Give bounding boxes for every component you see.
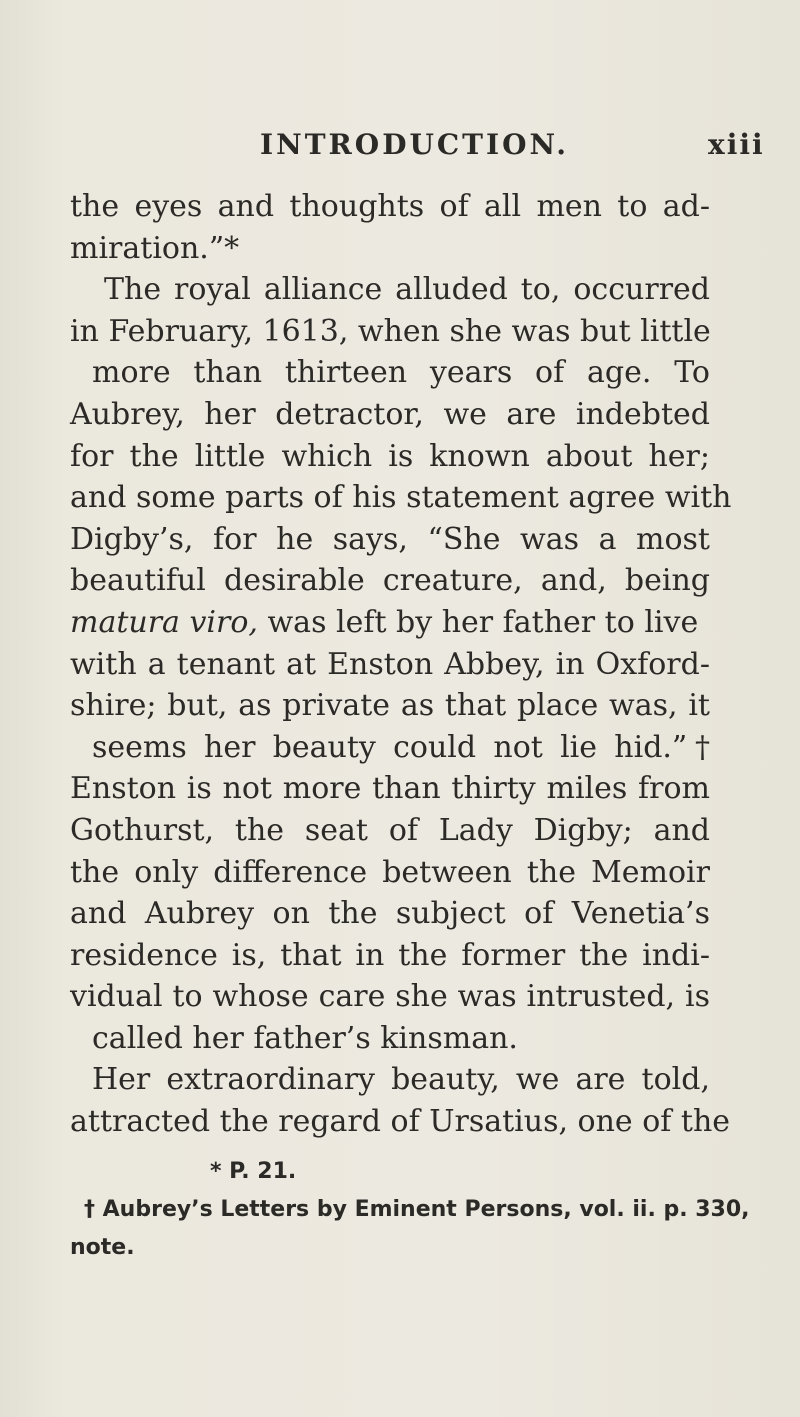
text-line: miration.”* — [70, 230, 240, 266]
footnotes — [70, 1153, 750, 1267]
body-text — [70, 186, 732, 1143]
latin-phrase: matura viro, — [70, 604, 258, 640]
text-line: residence is, that in the former the indi- — [70, 937, 710, 973]
text-line: Digby’s, for he says, “She was a most — [70, 521, 710, 557]
text-line: vidual to whose care she was intrusted, is — [70, 979, 710, 1015]
footnote-2: † Aubrey’s Letters by Eminent Persons, vol. ii. p. 330, — [84, 1197, 750, 1222]
page-header-title: INTRODUCTION. — [260, 128, 570, 161]
text-line: with a tenant at Enston Abbey, in Oxford- — [70, 646, 710, 682]
text-line: Enston is not more than thirty miles from — [70, 771, 710, 807]
text-line: Aubrey, her detractor, we are indebted — [70, 396, 710, 432]
text-line: Her extraordinary beauty, we are told, — [92, 1062, 710, 1098]
text-line — [70, 602, 710, 644]
page-number: xiii — [708, 128, 765, 161]
text-line: Gothurst, the seat of Lady Digby; and — [70, 812, 710, 848]
text-line: The royal alliance alluded to, occurred — [104, 272, 710, 308]
footnote-2-continued: note. — [70, 1235, 135, 1260]
text-line: for the little which is known about her; — [70, 438, 710, 474]
text-line: attracted the regard of Ursatius, one of the — [70, 1104, 731, 1140]
text-line: and Aubrey on the subject of Venetia’s — [70, 896, 710, 932]
running-head — [0, 128, 800, 168]
text-line: called her father’s kinsman. — [92, 1020, 518, 1056]
footnote-1: * P. 21. — [210, 1159, 297, 1184]
text-line: and some parts of his statement agree with — [70, 480, 732, 516]
text-line-rest: was left by her father to live — [257, 604, 699, 640]
text-line: shire; but, as private as that place was, it — [70, 688, 710, 724]
text-line: the eyes and thoughts of all men to ad- — [70, 189, 710, 224]
text-line: beautiful desirable creature, and, being — [70, 563, 710, 599]
text-line: in February, 1613, when she was but little — [70, 313, 711, 349]
text-line: the only difference between the Memoir — [70, 854, 710, 890]
text-line: more than thirteen years of age. To — [92, 355, 710, 391]
text-line: seems her beauty could not lie hid.”† — [92, 729, 710, 765]
